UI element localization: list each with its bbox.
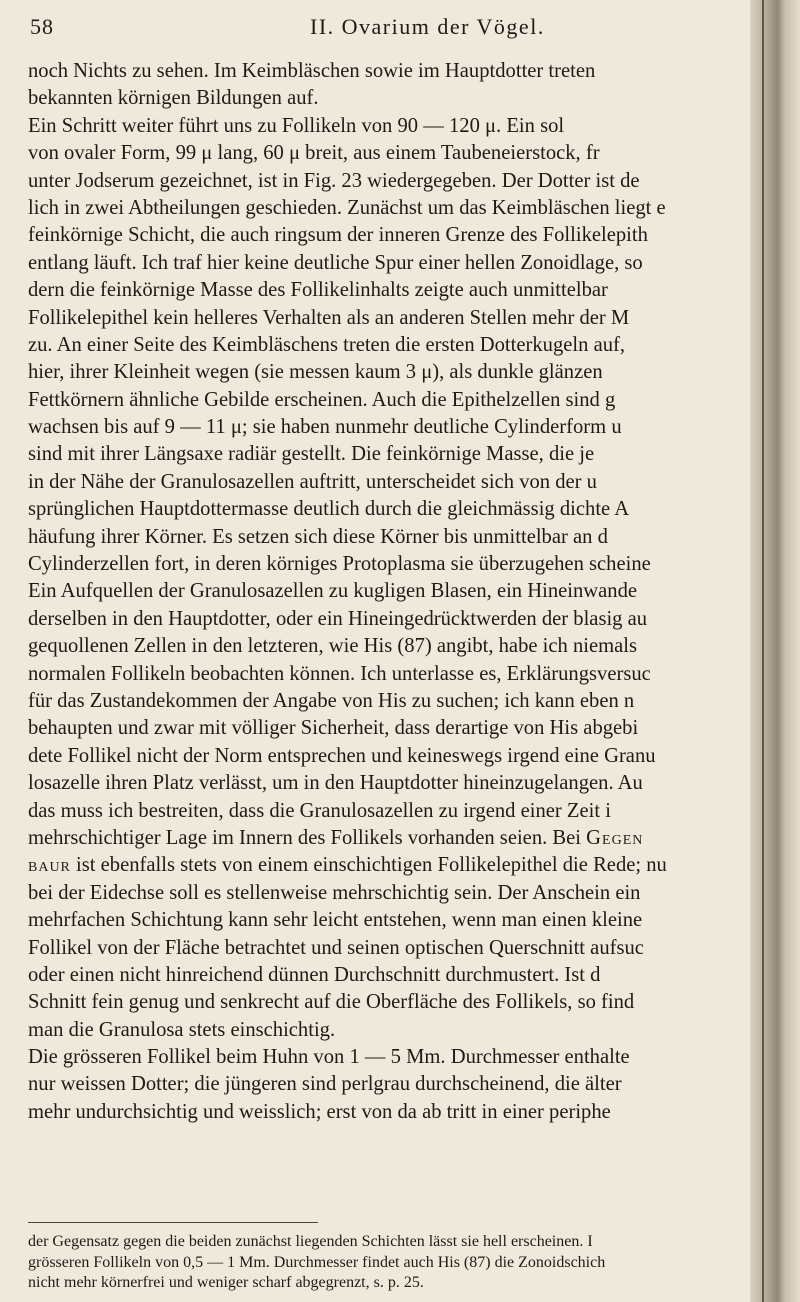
text-line: behaupten und zwar mit völliger Sicherheit, dass derartige von His abgebi (28, 717, 639, 740)
text-line: Fettkörnern ähnliche Gebilde erscheinen. Auch die Epithelzellen sind g (28, 388, 616, 411)
text-line: bei der Eidechse soll es stellenweise mehrschichtig sein. Der Anschein ein (28, 881, 641, 904)
text-line: dern die feinkörnige Masse des Follikelinhalts zeigte auch unmittelbar (28, 279, 608, 302)
footnote-line: der Gegensatz gegen die beiden zunächst liegenden Schichten lässt sie hell erscheinen. I (28, 1233, 593, 1250)
footnote-line: nicht mehr körnerfrei und weniger scharf abgegrenzt, s. p. 25. (28, 1274, 424, 1292)
text-line: bekannten körnigen Bildungen auf. (28, 87, 319, 110)
text-line: sind mit ihrer Längsaxe radiär gestellt. Die feinkörnige Masse, die je (28, 443, 595, 466)
text-line: oder einen nicht hinreichend dünnen Durchschnitt durchmustert. Ist d (28, 963, 601, 986)
text-line: mehr undurchsichtig und weisslich; erst von da ab tritt in einer periphe (28, 1100, 611, 1123)
text-line: Die grösseren Follikel beim Huhn von 1 — 5 Mm. Durchmesser enthalte (28, 1046, 630, 1069)
text-line: derselben in den Hauptdotter, oder ein Hineingedrücktwerden der blasig au (28, 607, 648, 630)
text-line: nur weissen Dotter; die jüngeren sind perlgrau durchscheinend, die älter (28, 1073, 622, 1096)
footnotes (28, 1232, 753, 1294)
text-line: baur ist ebenfalls stets von einem einschichtigen Follikelepithel die Rede; nu (28, 854, 667, 877)
running-title: II. Ovarium der Vögel. (310, 14, 545, 39)
text-line: wachsen bis auf 9 — 11 μ; sie haben nunmehr deutliche Cylinderform u (28, 416, 622, 439)
running-head (30, 14, 730, 44)
text-line: Cylinderzellen fort, in deren körniges Protoplasma sie überzugehen scheine (28, 553, 651, 576)
text-line: Ein Aufquellen der Granulosazellen zu kugligen Blasen, ein Hineinwande (28, 580, 638, 603)
text-line: Schnitt fein genug und senkrecht auf die Oberfläche des Follikels, so find (28, 991, 635, 1014)
text-line: dete Follikel nicht der Norm entsprechen und keineswegs irgend eine Granu (28, 744, 656, 767)
text-line: zu. An einer Seite des Keimbläschens treten die ersten Dotterkugeln auf, (28, 333, 626, 356)
body-text (28, 58, 748, 1126)
text-line: gequollenen Zellen in den letzteren, wie His (87) angibt, habe ich niemals (28, 635, 638, 658)
text-line: in der Nähe der Granulosazellen auftritt, unterscheidet sich von der u (28, 470, 597, 493)
text-line: lich in zwei Abtheilungen geschieden. Zunächst um das Keimbläschen liegt e (28, 196, 666, 219)
text-line: mehrfachen Schichtung kann sehr leicht entstehen, wenn man einen kleine (28, 909, 643, 932)
text-line: von ovaler Form, 99 μ lang, 60 μ breit, aus einem Taubeneierstock, fr (28, 142, 600, 165)
text-line: Ein Schritt weiter führt uns zu Follikeln von 90 — 120 μ. Ein sol (28, 114, 565, 137)
footnote-rule (28, 1222, 318, 1223)
text-line: das muss ich bestreiten, dass die Granulosazellen zu irgend einer Zeit i (28, 799, 611, 822)
text-line: häufung ihrer Körner. Es setzen sich diese Körner bis unmittelbar an d (28, 525, 608, 548)
text-line: mehrschichtiger Lage im Innern des Follikels vorhanden seien. Bei Gegen (28, 826, 644, 849)
page-gutter-shadow (750, 0, 800, 1302)
text-line: losazelle ihren Platz verlässt, um in den Hauptdotter hineinzugelangen. Au (28, 772, 643, 795)
text-line: hier, ihrer Kleinheit wegen (sie messen kaum 3 μ), als dunkle glänzen (28, 361, 603, 384)
text-line: Follikel von der Fläche betrachtet und seinen optischen Querschnitt aufsuc (28, 936, 644, 959)
text-line: entlang läuft. Ich traf hier keine deutliche Spur einer hellen Zonoidlage, so (28, 251, 643, 274)
text-line: feinkörnige Schicht, die auch ringsum der inneren Grenze des Follikelepith (28, 224, 648, 247)
page-number: 58 (30, 14, 54, 39)
text-line: unter Jodserum gezeichnet, ist in Fig. 23 wiedergegeben. Der Dotter ist de (28, 169, 640, 192)
text-line: sprünglichen Hauptdottermasse deutlich durch die gleichmässig dichte A (28, 498, 630, 521)
gutter-edge-line (762, 0, 764, 1302)
text-line: für das Zustandekommen der Angabe von His zu suchen; ich kann eben n (28, 689, 635, 712)
text-line: Follikelepithel kein helleres Verhalten als an anderen Stellen mehr der M (28, 306, 630, 329)
text-line: normalen Follikeln beobachten können. Ich unterlasse es, Erklärungsversuc (28, 662, 651, 685)
footnote-line: grösseren Follikeln von 0,5 — 1 Mm. Durchmesser findet auch His (87) die Zonoidschich (28, 1253, 606, 1271)
text-line: noch Nichts zu sehen. Im Keimbläschen sowie im Hauptdotter treten (28, 60, 596, 82)
text-line: man die Granulosa stets einschichtig. (28, 1018, 336, 1041)
